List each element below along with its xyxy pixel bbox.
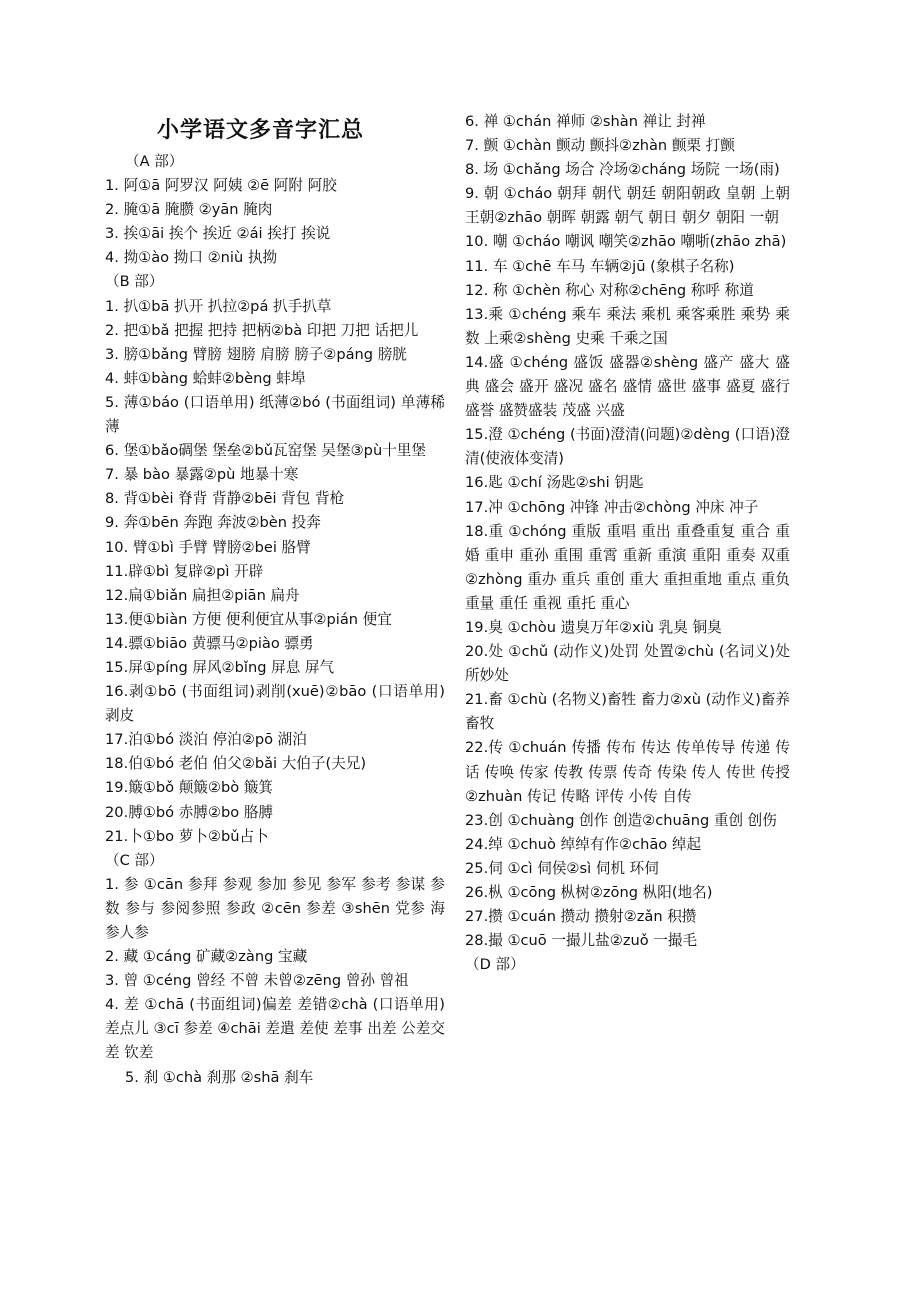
page-title: 小学语文多音字汇总	[157, 118, 365, 143]
entry-line: 5. 刹 ①chà 刹那 ②shā 刹车	[125, 1068, 314, 1086]
right-column	[465, 110, 790, 977]
right-entry-list	[465, 110, 790, 977]
section-heading: （B 部）	[105, 273, 164, 291]
entry-line: 13.便①biàn 方便 便利便宜从事②pián 便宜	[105, 610, 392, 628]
entry-line: 25.伺 ①cì 伺侯②sì 伺机 环伺	[465, 859, 659, 877]
entry-line: 10. 臂①bì 手臂 臂膀②bei 胳臂	[105, 538, 311, 556]
entry-line: 10. 嘲 ①cháo 嘲讽 嘲笑②zhāo 嘲哳(zhāo zhā)	[465, 233, 787, 251]
entry-line: 6. 禅 ①chán 禅师 ②shàn 禅让 封禅	[465, 113, 706, 130]
entry-line: 15.澄 ①chéng (书面)澄清(问题)②dèng (口语)澄清(使液体变清)	[465, 426, 790, 468]
entry-line: 12. 称 ①chèn 称心 对称②chēng 称呼 称道	[465, 281, 754, 299]
section-heading: （C 部）	[105, 851, 164, 869]
entry-line: 6. 堡①bǎo碉堡 堡垒②bǔ瓦窑堡 吴堡③pù十里堡	[105, 442, 426, 460]
entry-line: 17.泊①bó 淡泊 停泊②pō 湖泊	[105, 731, 307, 749]
entry-line: 1. 阿①ā 阿罗汉 阿姨 ②ē 阿附 阿胶	[105, 177, 337, 195]
entry-line: 14.盛 ①chéng 盛饭 盛器②shèng 盛产 盛大 盛典 盛会 盛开 盛况 盛名 盛情 盛世 盛事 盛夏 盛行 盛誉 盛赞盛装 茂盛 兴盛	[465, 353, 790, 420]
entry-line: 2. 腌①ā 腌臜 ②yān 腌肉	[105, 201, 273, 219]
entry-line: 3. 膀①bǎng 臂膀 翅膀 肩膀 膀子②páng 膀胱	[105, 345, 407, 363]
entry-line: 9. 朝 ①cháo 朝拜 朝代 朝廷 朝阳朝政 皇朝 上朝 王朝②zhāo 朝晖 朝露 朝气 朝日 朝夕 朝阳 一朝	[465, 185, 790, 227]
entry-line: 1. 参 ①cān 参拜 参观 参加 参见 参军 参考 参谋 参数 参与 参阅参照 参政 ②cēn 参差 ③shēn 党参 海参人参	[105, 875, 445, 941]
entry-line: 14.骠①biāo 黄骠马②piào 骠勇	[105, 634, 314, 652]
entry-line: 20.膊①bó 赤膊②bo 胳膊	[105, 803, 274, 821]
section-heading: （D 部）	[465, 956, 525, 974]
entry-line: 28.撮 ①cuō 一撮儿盐②zuǒ 一撮毛	[465, 932, 698, 950]
entry-line: 4. 蚌①bàng 蛤蚌②bèng 蚌埠	[105, 369, 306, 387]
entry-line: 3. 挨①āi 挨个 挨近 ②ái 挨打 挨说	[105, 225, 331, 243]
entry-line: 5. 薄①báo (口语单用) 纸薄②bó (书面组词) 单薄稀薄	[105, 393, 445, 436]
entry-line: 9. 奔①bēn 奔跑 奔波②bèn 投奔	[105, 514, 321, 532]
left-entry-list	[105, 150, 445, 1090]
entry-line: 7. 颤 ①chàn 颤动 颤抖②zhàn 颤栗 打颤	[465, 137, 735, 155]
section-heading: （A 部）	[125, 153, 184, 170]
entry-line: 11. 车 ①chē 车马 车辆②jū (象棋子名称)	[465, 257, 735, 275]
entry-line: 8. 场 ①chǎng 场合 冷场②cháng 场院 一场(雨)	[465, 161, 780, 179]
entry-line: 26.枞 ①cōng 枞树②zōng 枞阳(地名)	[465, 884, 713, 901]
entry-line: 17.冲 ①chōng 冲锋 冲击②chòng 冲床 冲子	[465, 498, 759, 516]
entry-line: 8. 背①bèi 脊背 背静②bēi 背包 背枪	[105, 490, 345, 508]
entry-line: 3. 曾 ①céng 曾经 不曾 未曾②zēng 曾孙 曾祖	[105, 972, 409, 990]
entry-line: 1. 扒①bā 扒开 扒拉②pá 扒手扒草	[105, 297, 332, 315]
entry-line: 19.臭 ①chòu 遗臭万年②xiù 乳臭 铜臭	[465, 618, 722, 636]
entry-line: 19.簸①bǒ 颠簸②bò 簸箕	[105, 779, 274, 797]
entry-line: 27.攒 ①cuán 攒动 攒射②zǎn 积攒	[465, 908, 697, 926]
entry-line: 4. 拗①ào 拗口 ②niù 执拗	[105, 249, 278, 267]
entry-line: 15.屏①píng 屏风②bǐng 屏息 屏气	[105, 658, 335, 676]
entry-line: 21.卜①bo 萝卜②bǔ占卜	[105, 827, 269, 845]
entry-line: 21.畜 ①chù (名物义)畜牲 畜力②xù (动作义)畜养畜牧	[465, 691, 790, 733]
entry-line: 4. 差 ①chā (书面组词)偏差 差错②chà (口语单用)差点儿 ③cī 参差 ④chāi 差遣 差使 差事 出差 公差交差 钦差	[105, 996, 445, 1062]
entry-line: 18.重 ①chóng 重版 重唱 重出 重叠重复 重合 重婚 重申 重孙 重围 重霄 重新 重演 重阳 重奏 双重②zhòng 重办 重兵 重创 重大 重担重地 重点 重负 重量 重任 重视 重托 重心	[465, 522, 790, 612]
entry-line: 18.伯①bó 老伯 伯父②bǎi 大伯子(夫兄)	[105, 755, 367, 773]
entry-line: 16.剥①bō (书面组词)剥削(xuē)②bāo (口语单用) 剥皮	[105, 683, 445, 725]
entry-line: 20.处 ①chǔ (动作义)处罚 处置②chù (名词义)处所妙处	[465, 643, 790, 685]
entry-line: 2. 藏 ①cáng 矿藏②zàng 宝藏	[105, 948, 308, 966]
left-column	[105, 110, 445, 1090]
entry-line: 23.创 ①chuàng 创作 创造②chuāng 重创 创伤	[465, 811, 777, 829]
entry-line: 13.乘 ①chéng 乘车 乘法 乘机 乘客乘胜 乘势 乘数 上乘②shèng 史乘 千乘之国	[465, 305, 790, 347]
entry-line: 24.绰 ①chuò 绰绰有作②chāo 绰起	[465, 835, 702, 853]
entry-line: 7. 暴 bào 暴露②pù 地暴十寒	[105, 466, 299, 484]
entry-line: 22.传 ①chuán 传播 传布 传达 传单传导 传递 传话 传唤 传家 传教 传票 传奇 传染 传人 传世 传授②zhuàn 传记 传略 评传 小传 自传	[465, 739, 790, 805]
entry-line: 11.辟①bì 复辟②pì 开辟	[105, 562, 264, 580]
entry-line: 16.匙 ①chí 汤匙②shi 钥匙	[465, 474, 644, 492]
entry-line: 12.扁①biǎn 扁担②piān 扁舟	[105, 586, 300, 604]
entry-line: 2. 把①bǎ 把握 把持 把柄②bà 印把 刀把 话把儿	[105, 321, 419, 339]
